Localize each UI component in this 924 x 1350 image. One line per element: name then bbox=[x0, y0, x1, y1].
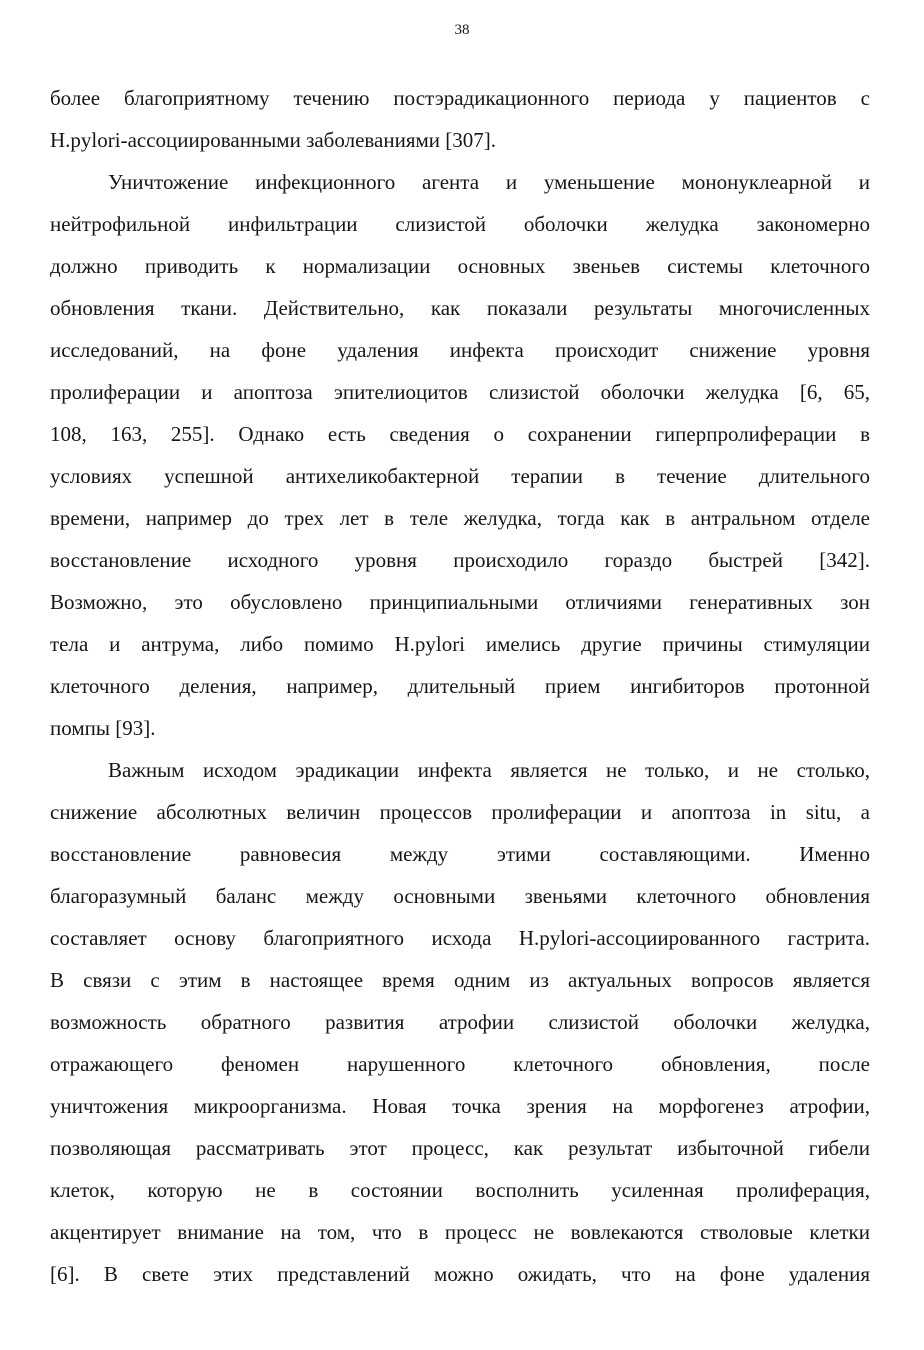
text-line: Возможно, это обусловлено принципиальными отличиями генеративных зон bbox=[50, 590, 870, 614]
text-line: 108, 163, 255]. Однако есть сведения о сохранении гиперпролиферации в bbox=[50, 422, 870, 446]
text-line: должно приводить к нормализации основных звеньев системы клеточного bbox=[50, 254, 870, 278]
text-line: благоразумный баланс между основными звеньями клеточного обновления bbox=[50, 884, 870, 908]
text-line: восстановление равновесия между этими составляющими. Именно bbox=[50, 842, 870, 866]
text-line: позволяющая рассматривать этот процесс, как результат избыточной гибели bbox=[50, 1136, 870, 1160]
text-line: восстановление исходного уровня происходило гораздо быстрей [342]. bbox=[50, 548, 870, 572]
text-line: акцентирует внимание на том, что в процесс не вовлекаются стволовые клетки bbox=[50, 1220, 870, 1244]
text-line: Важным исходом эрадикации инфекта является не только, и не столько, bbox=[108, 758, 870, 782]
text-line: В связи с этим в настоящее время одним из актуальных вопросов является bbox=[50, 968, 870, 992]
text-line: возможность обратного развития атрофии слизистой оболочки желудка, bbox=[50, 1010, 870, 1034]
text-line: тела и антрума, либо помимо H.pylori имелись другие причины стимуляции bbox=[50, 632, 870, 656]
paragraph bbox=[50, 749, 870, 1295]
text-line: клеточного деления, например, длительный прием ингибиторов протонной bbox=[50, 674, 870, 698]
text-line: отражающего феномен нарушенного клеточного обновления, после bbox=[50, 1052, 870, 1076]
text-line: помпы [93]. bbox=[50, 716, 156, 740]
text-line: пролиферации и апоптоза эпителиоцитов слизистой оболочки желудка [6, 65, bbox=[50, 380, 870, 404]
text-line: нейтрофильной инфильтрации слизистой оболочки желудка закономерно bbox=[50, 212, 870, 236]
page-number: 38 bbox=[454, 22, 470, 38]
paragraph bbox=[50, 161, 870, 749]
text-line: уничтожения микроорганизма. Новая точка зрения на морфогенез атрофии, bbox=[50, 1094, 870, 1118]
text-line: исследований, на фоне удаления инфекта происходит снижение уровня bbox=[50, 338, 870, 362]
text-line: условиях успешной антихеликобактерной терапии в течение длительного bbox=[50, 464, 870, 488]
text-line: H.pylori-ассоциированными заболеваниями [307]. bbox=[50, 128, 497, 152]
text-line: более благоприятному течению постэрадикационного периода у пациентов с bbox=[50, 86, 870, 110]
text-line: Уничтожение инфекционного агента и уменьшение мононуклеарной и bbox=[108, 170, 870, 194]
text-line: времени, например до трех лет в теле желудка, тогда как в антральном отделе bbox=[50, 506, 870, 530]
text-line: обновления ткани. Действительно, как показали результаты многочисленных bbox=[50, 296, 870, 320]
paragraph bbox=[50, 77, 870, 161]
text-line: клеток, которую не в состоянии восполнить усиленная пролиферация, bbox=[50, 1178, 870, 1202]
document-body bbox=[50, 77, 870, 1295]
text-line: снижение абсолютных величин процессов пролиферации и апоптоза in situ, а bbox=[50, 800, 870, 824]
text-line: составляет основу благоприятного исхода H.pylori-ассоциированного гастрита. bbox=[50, 926, 870, 950]
text-line: [6]. В свете этих представлений можно ожидать, что на фоне удаления bbox=[50, 1262, 870, 1286]
